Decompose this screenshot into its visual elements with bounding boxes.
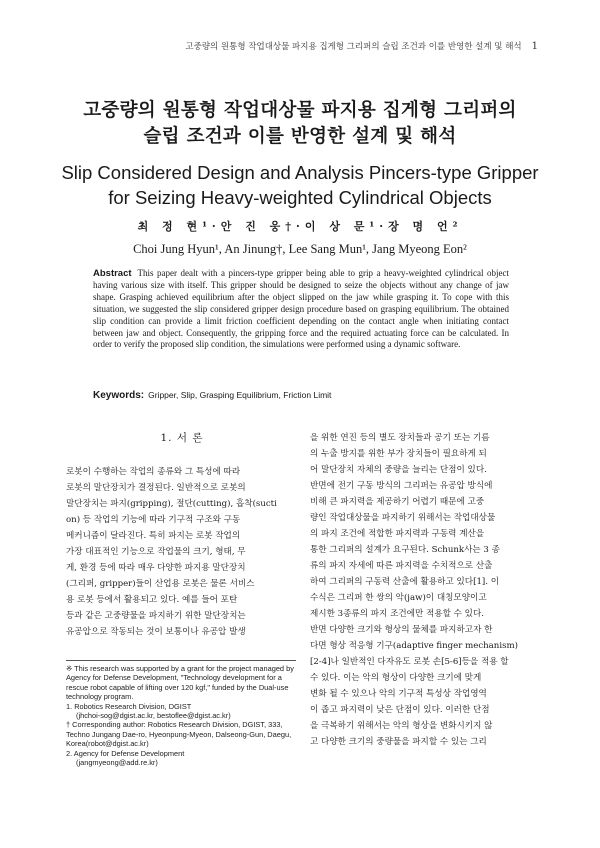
- body-line: 을 위한 연진 등의 별도 장치들과 공기 또는 기름: [310, 433, 490, 443]
- body-line: 반면에 전기 구동 방식의 그리퍼는 유공압 방식에: [310, 481, 493, 491]
- abstract: [93, 268, 509, 351]
- running-head: [185, 40, 538, 52]
- body-line: 반면 다양한 크기와 형상의 물체를 파지하고자 한: [310, 625, 493, 635]
- body-line: 수식은 그리퍼 한 쌍의 악(jaw)이 대칭모양이고: [310, 593, 487, 603]
- abstract-text: This paper dealt with a pincers-type gripper being able to grip a heavy-weighted cylindrical object having various size with itself. This gripper should be designed to seize the objects without any change of jaw shape. Grasping achieved equilibrium after the object slipped on the jaw while grasping it. To cope with this situation, we suggested the slip considered gripper design procedure based on grasping equilibrium. The obtained slip condition can provide a limit friction coefficient depending on the contact angle when initiating contact between jaw and object. Consequently, the gripping force and the required actuating force can be calculated. In order to verify the proposed slip condition, the simulations were performed using a dynamic software.: [93, 268, 509, 350]
- body-line: 유공압으로 작동되는 것이 보통이나 유공압 발생: [66, 627, 246, 637]
- body-line: 류의 파지 자세에 따른 파지력을 수치적으로 산출: [310, 561, 493, 571]
- funding-note: ※ This research was supported by a grant for the project managed by Agency for Defense Development, "Technology development for a rescue robot capable of lifting over 120 kgf," funded by the Dual-use technology program.: [66, 664, 294, 702]
- body-line: [2-4]나 일반적인 다자유도 로봇 손[5-6]등을 적용 할: [310, 657, 509, 667]
- body-column-right: [310, 430, 544, 750]
- body-line: 량인 작업대상물을 파지하기 위해서는 작업대상물: [310, 513, 496, 523]
- affiliation-2: 2. Agency for Defense Development: [66, 748, 185, 758]
- korean-title-line-1: 고중량의 원통형 작업대상물 파지용 집게형 그리퍼의: [83, 100, 517, 121]
- body-line: 하여 그리퍼의 구동력 산출에 활용하고 있다[1]. 이: [310, 577, 500, 587]
- footnotes: [66, 660, 296, 767]
- page-number: 1: [531, 41, 538, 52]
- body-line: 말단장치는 파지(gripping), 절단(cutting), 흡착(sucti: [66, 499, 277, 509]
- running-head-title: 고중량의 원통형 작업대상물 파지용 집게형 그리퍼의 슬립 조건과 이를 반영한 설계 및 해석: [185, 42, 522, 52]
- english-title-line-1: Slip Considered Design and Analysis Pincers-type Gripper: [61, 162, 539, 183]
- body-line: 통한 그리퍼의 설계가 요구된다. Schunk사는 3 종: [310, 545, 500, 555]
- body-line: (그리퍼, gripper)들이 산업용 로봇은 물론 서비스: [66, 579, 255, 589]
- authors-korean: 최 정 현¹·안 진 웅†·이 상 문¹·장 명 언²: [137, 220, 463, 233]
- body-line: 이 좁고 파지력이 낮은 단점이 있다. 이러한 단점: [310, 705, 490, 715]
- body-line: 의 파지 조건에 적합한 파지력과 구동력 계산을: [310, 529, 485, 539]
- body-line: 로봇의 말단장치가 결정된다. 일반적으로 로봇의: [66, 483, 246, 493]
- authors-english: Choi Jung Hyun¹, An Jinung†, Lee Sang Mun¹, Jang Myeong Eon²: [133, 242, 467, 256]
- body-line: 게, 환경 등에 따라 매우 다양한 파지용 말단장치: [66, 563, 246, 573]
- body-line: 로봇이 수행하는 작업의 종류와 그 특성에 따라: [66, 467, 241, 477]
- keywords-text: Gripper, Slip, Grasping Equilibrium, Friction Limit: [148, 390, 332, 400]
- body-line: on) 등 작업의 기능에 따라 기구적 구조와 구동: [66, 515, 241, 525]
- body-line: 제시한 3종류의 파지 조건에만 적용할 수 있다.: [310, 609, 485, 619]
- affiliation-1: 1. Robotics Research Division, DGIST: [66, 701, 192, 711]
- korean-title: [0, 98, 600, 150]
- body-line: 을 극복하기 위해서는 악의 형상을 변화시키지 않: [310, 721, 493, 731]
- body-line: 가장 대표적인 기능으로 작업물의 크기, 형태, 무: [66, 547, 246, 557]
- body-line: 다면 형상 적응형 기구(adaptive finger mechanism): [310, 641, 518, 651]
- korean-title-line-2: 슬립 조건과 이를 반영한 설계 및 해석: [143, 126, 457, 147]
- body-line: 비해 큰 파지력을 제공하기 어렵기 때문에 고중: [310, 497, 485, 507]
- body-line: 어 말단장치 자체의 중량을 늘리는 단점이 있다.: [310, 465, 487, 475]
- affiliation-2-email: (jangmyeong@add.re.kr): [76, 758, 158, 768]
- english-title-line-2: for Seizing Heavy-weighted Cylindrical Objects: [108, 187, 492, 208]
- abstract-label: Abstract: [93, 268, 132, 279]
- body-line: 고 다양한 크기의 중량물을 파지할 수 있는 그리: [310, 737, 487, 747]
- body-line: 수 있다. 이는 악의 형상이 다양한 크기에 맞게: [310, 673, 482, 683]
- body-line: 변화 될 수 있으나 악의 기구적 특성상 작업영역: [310, 689, 487, 699]
- corresponding-author: † Corresponding author: Robotics Research Division, DGIST, 333, Techno Jungang Dae-ro, Hyeonpung-Myeon, Dalseong-Gun, Daegu, Korea(robot@dgist.ac.kr): [66, 720, 292, 749]
- affiliation-1-emails: (jhchoi-sog@dgist.ac.kr, bestoflee@dgist.ac.kr): [76, 711, 231, 721]
- body-line: 등과 같은 고중량물을 파지하기 위한 말단장치는: [66, 611, 246, 621]
- body-line: 용 로봇 등에서 활용되고 있다. 예를 들어 포탄: [66, 595, 238, 605]
- section-heading-introduction: 1. 서 론: [160, 432, 204, 444]
- keywords: [93, 390, 509, 401]
- body-line: 의 누출 방지를 위한 부가 장치들이 필요하게 되: [310, 449, 487, 459]
- body-line: 메커니즘이 달라진다. 특히 파지는 로봇 작업의: [66, 531, 241, 541]
- keywords-label: Keywords:: [93, 390, 145, 401]
- english-title: [0, 160, 600, 210]
- body-column-left: [66, 464, 298, 640]
